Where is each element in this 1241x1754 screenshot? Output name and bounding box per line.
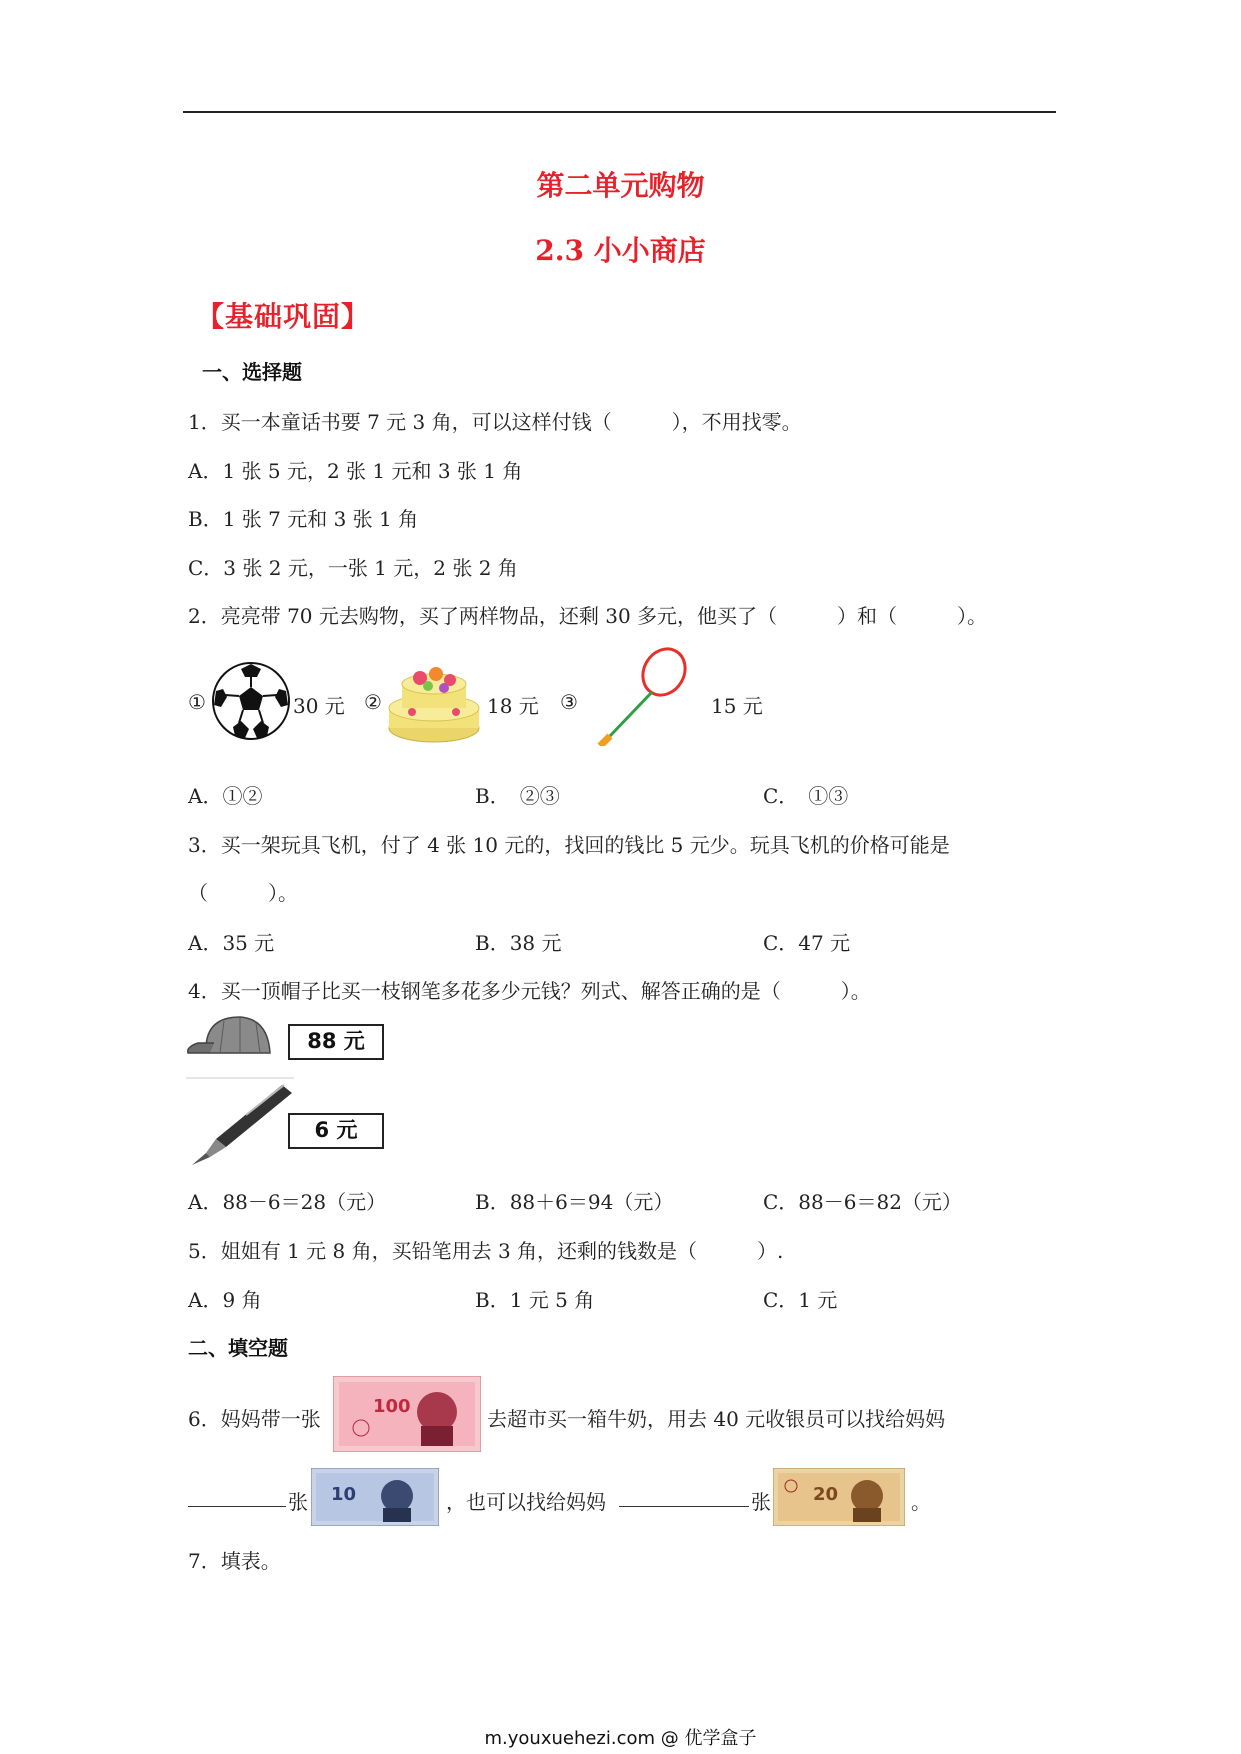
banknote-10-icon — [311, 1468, 439, 1526]
part2-heading: 二、填空题 — [188, 1336, 288, 1360]
header-rule — [183, 111, 1056, 113]
note-100-value: 100 — [373, 1396, 411, 1417]
q6-text-part1: 6．妈妈带一张 — [188, 1407, 321, 1431]
lesson-title: 2.3 小小商店 — [535, 234, 706, 267]
q2-item1-price: 30 元 — [293, 694, 345, 718]
q5-stem: 5．姐姐有 1 元 8 角，买铅笔用去 3 角，还剩的钱数是（ ）. — [188, 1239, 784, 1263]
q6-unit-2: 张 — [751, 1490, 771, 1514]
q2-stem: 2．亮亮带 70 元去购物，买了两样物品，还剩 30 多元，他买了（ ）和（ ）。 — [188, 604, 988, 628]
q1-option-c: C．3 张 2 元，一张 1 元，2 张 2 角 — [188, 556, 518, 580]
q5-option-a: A．9 角 — [188, 1288, 262, 1312]
q2-item3-number: ③ — [560, 690, 578, 714]
q7-stem: 7．填表。 — [188, 1549, 281, 1573]
badminton-racket-icon — [592, 646, 692, 746]
q2-item2-number: ② — [364, 690, 382, 714]
note-20-value: 20 — [813, 1484, 839, 1505]
cap-price-box: 88 元 — [288, 1024, 384, 1060]
part1-heading: 一、选择题 — [202, 360, 302, 384]
q6-text-part3: ，也可以找给妈妈 — [446, 1490, 606, 1514]
q4-option-c: C．88－6＝82（元） — [763, 1190, 962, 1214]
q3-stem-line2: （ ）。 — [188, 881, 298, 905]
q4-stem: 4．买一顶帽子比买一枝钢笔多花多少元钱？列式、解答正确的是（ ）。 — [188, 979, 871, 1003]
banknote-20-icon — [773, 1468, 905, 1526]
note-10-value: 10 — [331, 1484, 357, 1505]
q1-option-a: A．1 张 5 元，2 张 1 元和 3 张 1 角 — [188, 459, 523, 483]
q6-text-part2: 去超市买一箱牛奶，用去 40 元收银员可以找给妈妈 — [487, 1407, 946, 1431]
cap-icon — [186, 1013, 274, 1061]
q2-item3-price: 15 元 — [711, 694, 763, 718]
q3-option-a: A．35 元 — [188, 931, 275, 955]
q6-end-mark: 。 — [911, 1490, 931, 1514]
q2-option-b: B． ②③ — [475, 784, 560, 808]
q2-item1-number: ① — [188, 690, 206, 714]
q6-blank-2[interactable] — [619, 1506, 749, 1507]
footer-watermark: m.youxuehezi.com @ 优学盒子 — [484, 1728, 757, 1749]
q2-option-a: A．①② — [188, 784, 263, 808]
q4-option-b: B．88＋6＝94（元） — [475, 1190, 674, 1214]
unit-title: 第二单元购物 — [536, 169, 705, 202]
q3-stem-line1: 3．买一架玩具飞机，付了 4 张 10 元的，找回的钱比 5 元少。玩具飞机的价格可能是 — [188, 833, 950, 857]
q3-option-b: B．38 元 — [475, 931, 562, 955]
q3-option-c: C．47 元 — [763, 931, 851, 955]
q4-option-a: A．88－6＝28（元） — [188, 1190, 387, 1214]
q1-option-b: B．1 张 7 元和 3 张 1 角 — [188, 507, 419, 531]
q5-option-b: B．1 元 5 角 — [475, 1288, 595, 1312]
section-label: 【基础巩固】 — [196, 300, 371, 333]
q1-stem: 1．买一本童话书要 7 元 3 角，可以这样付钱（ ），不用找零。 — [188, 410, 802, 434]
pen-price-box: 6 元 — [288, 1113, 384, 1149]
cake-icon — [384, 650, 484, 750]
q6-unit-1: 张 — [288, 1490, 308, 1514]
q5-option-c: C．1 元 — [763, 1288, 838, 1312]
soccer-ball-icon — [211, 661, 291, 741]
q2-option-c: C． ①③ — [763, 784, 849, 808]
q6-blank-1[interactable] — [188, 1506, 286, 1507]
banknote-100-icon — [333, 1376, 481, 1452]
fountain-pen-icon — [186, 1077, 294, 1167]
q2-item2-price: 18 元 — [487, 694, 539, 718]
